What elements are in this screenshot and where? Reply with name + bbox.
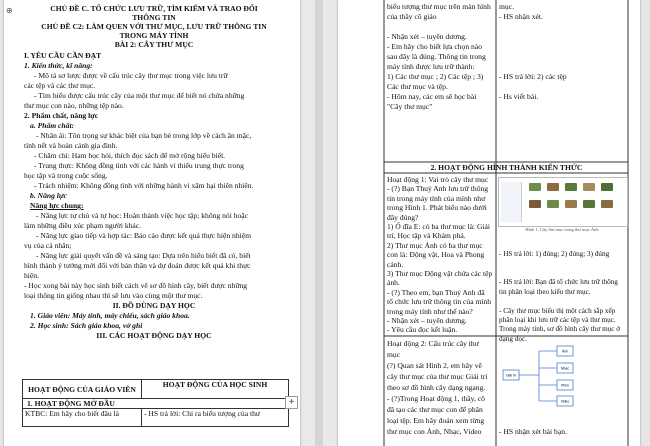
body-line: phân loại khi lưu trữ các tệp và thư mục. xyxy=(499,316,616,324)
body-line: 1. Kiến thức, kĩ năng: xyxy=(24,61,93,70)
header-student: HOẠT ĐỘNG CỦA HỌC SINH xyxy=(142,380,289,399)
body-line: tính nết và hoàn cảnh gia đình. xyxy=(24,141,118,150)
body-line: máy tính được lưu trữ thành: xyxy=(387,62,475,71)
body-line: thư mục con Ảnh, Nhạc, Video xyxy=(387,427,482,436)
body-line: 3) Thư mục Động vật chứa các tệp xyxy=(387,269,493,278)
body-line: ảnh. xyxy=(387,278,400,288)
photo-thumbnail xyxy=(529,183,541,191)
body-line: 2. Học sinh: Sách giáo khoa, vở ghi xyxy=(30,321,143,330)
body-line: - HS nhận xét. xyxy=(499,12,543,21)
photo-thumbnail xyxy=(583,200,595,208)
body-line: hiện. xyxy=(24,271,39,280)
body-line: - Mô tả sơ lược được về cấu trúc cây thư mục trong việc lưu trữ xyxy=(34,71,228,80)
section-knowledge: 2. HOẠT ĐỘNG HÌNH THÀNH KIẾN THỨC xyxy=(430,163,583,172)
figure1-sidebar xyxy=(501,182,522,222)
row-teacher: KTBC: Em hãy cho biết đâu là xyxy=(23,409,142,427)
body-line: tổ chức lưu trữ thông tin của mình xyxy=(387,297,492,307)
body-line: đây đúng? xyxy=(387,212,419,222)
body-line: BÀI 2: CÂY THƯ MỤC xyxy=(114,40,194,49)
body-line: 1) Các thư mục ; 2) Các tệp ; 3) xyxy=(387,72,484,81)
body-line: thư mục con nào, những tệp nào. xyxy=(24,101,124,110)
body-line: - Nhận xét – tuyên dương. xyxy=(387,316,467,325)
body-line: 1. Giáo viên: Máy tính, máy chiếu, sách giáo khoa. xyxy=(30,311,190,320)
body-line: các tệp và các thư mục. xyxy=(24,81,96,90)
body-line: Năng lực chung: xyxy=(30,201,84,210)
body-line: I. YÊU CẦU CẦN ĐẠT xyxy=(24,51,102,60)
body-line: trong Hình 1. Phát biểu nào dưới xyxy=(387,203,487,213)
body-line: theo sơ đồ hình cây dạng ngang. xyxy=(387,383,486,392)
activity1-title: Hoạt động 1: Vai trò cây thư mục xyxy=(387,175,489,184)
tree-root-label: Giải trí xyxy=(506,373,516,378)
body-line: cây thư mục của thư mục Giải trí xyxy=(387,372,488,381)
photo-thumbnail xyxy=(601,183,613,191)
body-line: tin trong máy tính của mình như xyxy=(387,193,486,203)
left-page xyxy=(4,0,300,446)
body-line: - (?)Trong Hoạt động 1, thầy, cô xyxy=(387,394,485,403)
tree-node-label: Ảnh xyxy=(561,349,569,354)
photo-thumbnail xyxy=(565,200,577,208)
tree-node-label: Phim xyxy=(561,383,569,388)
body-line: - Hôm nay, các em sẽ học bài xyxy=(387,92,477,101)
body-line: - Trung thực: Không đồng tình với các hành vi thiếu trung thực trong xyxy=(34,161,244,170)
add-row-button[interactable]: + xyxy=(285,396,298,409)
body-line: con là: Động vật, Hoa và Phong xyxy=(387,250,485,260)
body-line: cảnh. xyxy=(387,259,404,269)
body-line: - Nhân ái: Tôn trọng sự khác biệt của bạn bè trong lớp về cách ăn mặc, xyxy=(36,131,252,140)
row-student: - HS trả lời: Chỉ ra biểu tượng của thư xyxy=(142,409,289,427)
body-line: đã tạo các thư mục con để phân xyxy=(387,405,483,414)
body-line: trong máy tính như thế nào? xyxy=(387,306,473,316)
photo-thumbnail xyxy=(547,200,559,208)
body-line: - Hs viết bài. xyxy=(499,92,539,101)
body-line: 1) Ổ đĩa E: có ba thư mục là: Giải xyxy=(387,222,491,231)
figure1-image xyxy=(498,177,628,227)
body-line: - Chăm chỉ: Ham học hỏi, thích đọc sách để mở rộng hiểu biết. xyxy=(34,151,226,160)
body-line: vụ của cá nhân; xyxy=(24,241,72,250)
tree-node-label: Nhạc xyxy=(561,366,569,371)
body-line: II. ĐỒ DÙNG DẠY HỌC xyxy=(112,301,196,310)
body-line: biểu tượng thư mục trên màn hình xyxy=(387,2,491,11)
body-line: mục xyxy=(387,350,401,359)
body-line: - Năng lực giải quyết vấn đề và sáng tạo: Dựa trên hiểu biết đã có, biết xyxy=(36,251,251,260)
body-line: (?) Quan sát Hình 2, em hãy vẽ xyxy=(387,361,482,370)
body-line: b. Năng lực xyxy=(30,191,67,200)
body-line: - HS nhận xét bài bạn. xyxy=(499,427,567,436)
body-line: III. CÁC HOẠT ĐỘNG DẠY HỌC xyxy=(96,331,212,340)
activity2-title: Hoạt động 2: Cấu trúc cây thư xyxy=(387,339,479,348)
right-page xyxy=(338,0,640,446)
body-line: - (?) Theo em, bạn Thuỷ Anh đã xyxy=(387,287,485,297)
body-line: tin phân loại theo kiểu thư mục. xyxy=(499,287,591,296)
activity-table xyxy=(22,379,289,427)
body-line: - Năng lực giao tiếp và hợp tác: Báo cáo được kết quả thực hiện nhiệm xyxy=(36,231,252,240)
body-line: - HS trả lời: Bạn đã tổ chức lưu trữ thông xyxy=(499,278,618,287)
photo-thumbnail xyxy=(547,183,559,191)
body-line: trí, Học tập và Khám phá. xyxy=(387,231,466,241)
body-line: loại thông tin giống nhau thì sẽ lưu vào cùng một thư mục. xyxy=(24,291,203,300)
body-line: loại tệp. Em hãy đoán xem từng xyxy=(387,416,485,425)
body-line: Trong máy tính, sơ đồ hình cây thư mục ở xyxy=(499,325,621,334)
body-line: - HS trả lời: 1) đúng; 2) đúng; 3) đúng xyxy=(499,250,610,259)
tree-node-label: Video xyxy=(560,399,570,404)
body-line: THÔNG TIN xyxy=(132,13,176,22)
figure2-tree-diagram xyxy=(499,341,627,409)
figure1-caption: Hình 1. Cây thư mục trong thư mục Ảnh xyxy=(525,227,599,232)
body-line: TRONG MÁY TÍNH xyxy=(119,31,189,40)
photo-thumbnail xyxy=(601,200,613,208)
body-line: a. Phẩm chất: xyxy=(30,121,75,130)
body-line: - Cây thư mục biểu thị một cách sắp xếp xyxy=(499,306,616,315)
section-opening: 1. HOẠT ĐỘNG MỞ ĐẦU xyxy=(23,399,289,409)
body-line: "Cây thư mục" xyxy=(387,102,433,111)
header-teacher: HOẠT ĐỘNG CỦA GIÁO VIÊN xyxy=(23,380,142,399)
photo-thumbnail xyxy=(583,183,595,191)
body-line: - Nhận xét – tuyên dương. xyxy=(387,32,467,41)
body-line: mục. xyxy=(499,2,514,11)
photo-thumbnail xyxy=(529,200,541,208)
move-handle-icon[interactable]: ⊕ xyxy=(6,6,13,15)
body-line: - Học xong bài này học sinh biết cách vẽ sơ đồ hình cây, biết được những xyxy=(24,281,248,290)
body-line: sau đây là đúng. Thông tin trong xyxy=(387,52,486,61)
body-line: - (?) Bạn Thuỷ Anh lưu trữ thông xyxy=(387,184,489,194)
document-title: CHỦ ĐỀ C. TỔ CHỨC LƯU TRỮ, TÌM KIẾM VÀ TRAO ĐỔI xyxy=(50,4,258,13)
body-line: - Yêu cầu đọc kết luận. xyxy=(387,325,458,335)
body-line: - HS trả lời: 2) các tệp xyxy=(499,72,567,81)
body-line: 2. Phẩm chất, năng lực xyxy=(24,111,99,120)
body-line: hình thành ý tưởng mới đối với bản thân và dự đoán được kết quả khi thực xyxy=(24,261,251,270)
body-line: - Em hãy cho biết lựa chọn nào xyxy=(387,42,482,51)
body-line: - Tìm hiểu được cấu trúc cây của một thư mục để biết nó chứa những xyxy=(34,91,245,100)
body-line: của thầy cô giáo xyxy=(387,12,437,21)
photo-thumbnail xyxy=(565,183,577,191)
vertical-scrollbar[interactable] xyxy=(315,0,323,446)
body-line: CHỦ ĐỀ C2: LÀM QUEN VỚI THƯ MỤC, LƯU TRỮ THÔNG TIN xyxy=(41,22,267,31)
body-line: làm những điều xúc phạm người khác. xyxy=(24,221,142,230)
body-line: - Trách nhiệm: Không đồng tình với những hành vi xâm hại thiên nhiên. xyxy=(34,181,254,190)
body-line: - Năng lực tự chủ và tự học: Hoàn thành việc học tập; không nói hoặc xyxy=(36,211,249,220)
body-line: dạng dọc. xyxy=(499,334,527,343)
body-line: 2) Thư mục Ảnh có ba thư mục xyxy=(387,240,483,250)
body-line: học tập và trong cuộc sống. xyxy=(24,171,108,180)
body-line: Các thư mục và tệp. xyxy=(387,82,448,91)
